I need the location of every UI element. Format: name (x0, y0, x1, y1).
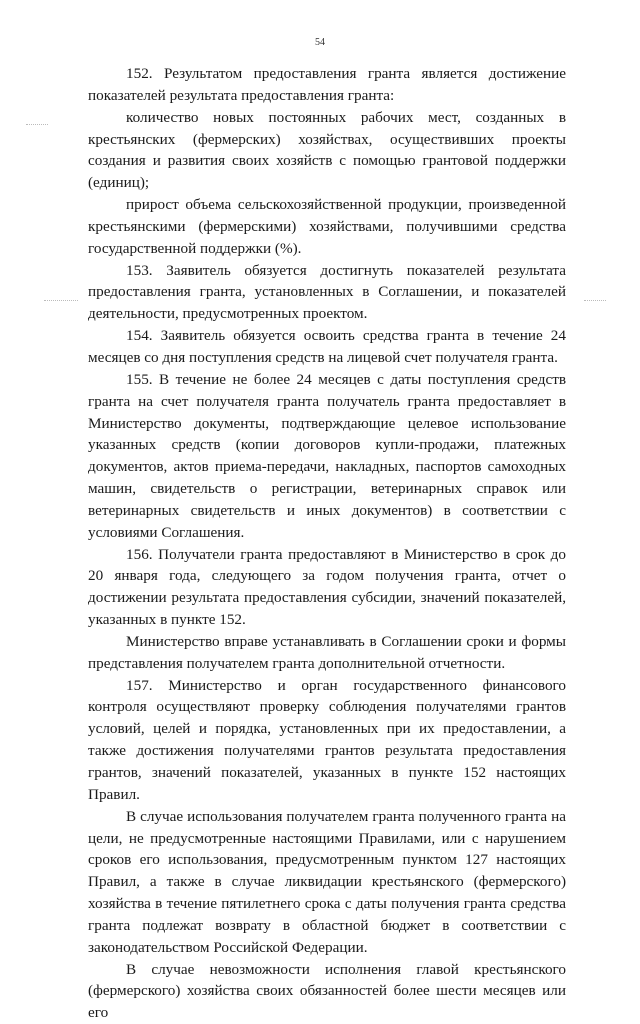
left-margin-dots (26, 124, 48, 125)
document-body (88, 63, 566, 1024)
paragraph-155: 155. В течение не более 24 месяцев с даты поступления средств гранта на счет получателя гранта получатель гранта предоставляет в Министерство документы, подтверждающие целевое использование указанных средств (копии договоров купли-продажи, платежных документов, актов приема-передачи, накладных, паспортов самоходных машин, свидетельств о регистрации, ветеринарных справок или ветеринарных свидетельств и иных документов) в соответствии с условиями Соглашения. (88, 370, 566, 541)
paragraph-153: 153. Заявитель обязуется достигнуть показателей результата предоставления гранта, установленных в Соглашении, и показателей деятельности, предусмотренных проектом. (88, 261, 566, 323)
right-margin-dots (584, 300, 606, 301)
paragraph-grant-refund: В случае использования получателем гранта полученного гранта на цели, не предусмотренные настоящими Правилами, или с нарушением сроков его использования, предусмотренным пунктом 127 настоящих Правил, а также в случае ликвидации крестьянского (фермерского) хозяйства в течение пятилетнего срока с даты получения гранта средства гранта подлежат возврату в областной бюджет в соответствии с законодательством Российской Федерации. (88, 807, 566, 956)
paragraph-additional-reporting: Министерство вправе устанавливать в Соглашении сроки и формы представления получателем гранта дополнительной отчетности. (88, 632, 566, 672)
paragraph-jobs-indicator: количество новых постоянных рабочих мест, созданных в крестьянских (фермерских) хозяйствах, осуществивших проекты создания и развития своих хозяйств с помощью грантовой поддержки (единиц); (88, 108, 566, 192)
paragraph-157: 157. Министерство и орган государственного финансового контроля осуществляют проверку соблюдения получателями грантов условий, целей и порядка, установленных при их предоставлении, а также достижения получателями грантов результата предоставления грантов, значений показателей, указанных в пункте 152 настоящих Правил. (88, 676, 566, 803)
page-number: 54 (315, 37, 325, 48)
paragraph-152: 152. Результатом предоставления гранта является достижение показателей результата предоставления гранта: (88, 65, 566, 104)
paragraph-156: 156. Получатели гранта предоставляют в Министерство в срок до 20 января года, следующего за годом получения гранта, отчет о достижении результата предоставления субсидии, значений показателей, указанных в пункте 152. (88, 545, 566, 629)
left-margin-dots (44, 300, 78, 301)
paragraph-production-indicator: прирост объема сельскохозяйственной продукции, произведенной крестьянскими (фермерскими) хозяйствами, получившими средства государственной поддержки (%). (88, 196, 566, 257)
paragraph-inability-to-perform: В случае невозможности исполнения главой крестьянского (фермерского) хозяйства своих обязанностей более шести месяцев или его (88, 960, 566, 1022)
paragraph-154: 154. Заявитель обязуется освоить средства гранта в течение 24 месяцев со дня поступления средств на лицевой счет получателя гранта. (88, 327, 566, 366)
